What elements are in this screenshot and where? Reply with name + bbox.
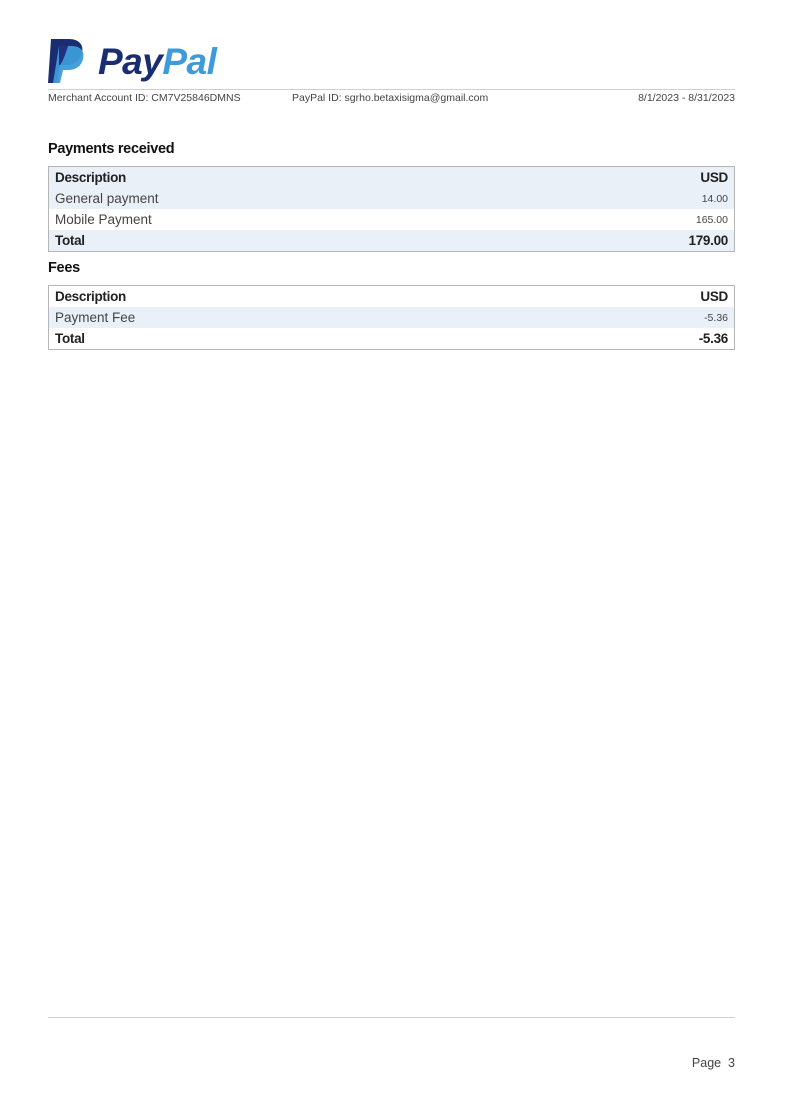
payments-received-table <box>48 166 735 252</box>
paypal-id: PayPal ID: sgrho.betaxisigma@gmail.com <box>292 92 489 104</box>
payments-received-title: Payments received <box>48 141 175 157</box>
paypal-p-icon <box>48 39 86 83</box>
fees-title: Fees <box>48 260 80 276</box>
column-currency: USD <box>700 289 728 304</box>
fees-table <box>48 285 735 350</box>
table-row <box>49 188 734 209</box>
table-total-row <box>49 230 734 251</box>
logo-word-pal: Pal <box>162 40 217 82</box>
total-label: Total <box>55 331 85 346</box>
row-description: Mobile Payment <box>55 212 152 227</box>
table-header-row <box>49 167 734 188</box>
logo-word-pay: Pay <box>98 40 163 82</box>
merchant-account-id: Merchant Account ID: CM7V25846DMNS <box>48 92 241 104</box>
row-amount: 14.00 <box>701 192 728 205</box>
table-row <box>49 209 734 230</box>
date-range: 8/1/2023 - 8/31/2023 <box>638 92 735 104</box>
footer-divider <box>48 1017 735 1018</box>
paypal-logo <box>48 38 216 84</box>
row-description: General payment <box>55 191 159 206</box>
header-divider <box>48 89 735 90</box>
paypal-wordmark <box>98 40 217 82</box>
row-amount: -5.36 <box>704 311 728 324</box>
table-header-row <box>49 286 734 307</box>
total-label: Total <box>55 233 85 248</box>
column-currency: USD <box>700 170 728 185</box>
table-row <box>49 307 734 328</box>
total-amount: 179.00 <box>688 233 728 248</box>
column-description: Description <box>55 289 126 304</box>
page-number: Page 3 <box>691 1056 735 1070</box>
row-amount: 165.00 <box>695 213 728 226</box>
row-description: Payment Fee <box>55 310 136 325</box>
table-total-row <box>49 328 734 349</box>
total-amount: -5.36 <box>698 331 728 346</box>
column-description: Description <box>55 170 126 185</box>
